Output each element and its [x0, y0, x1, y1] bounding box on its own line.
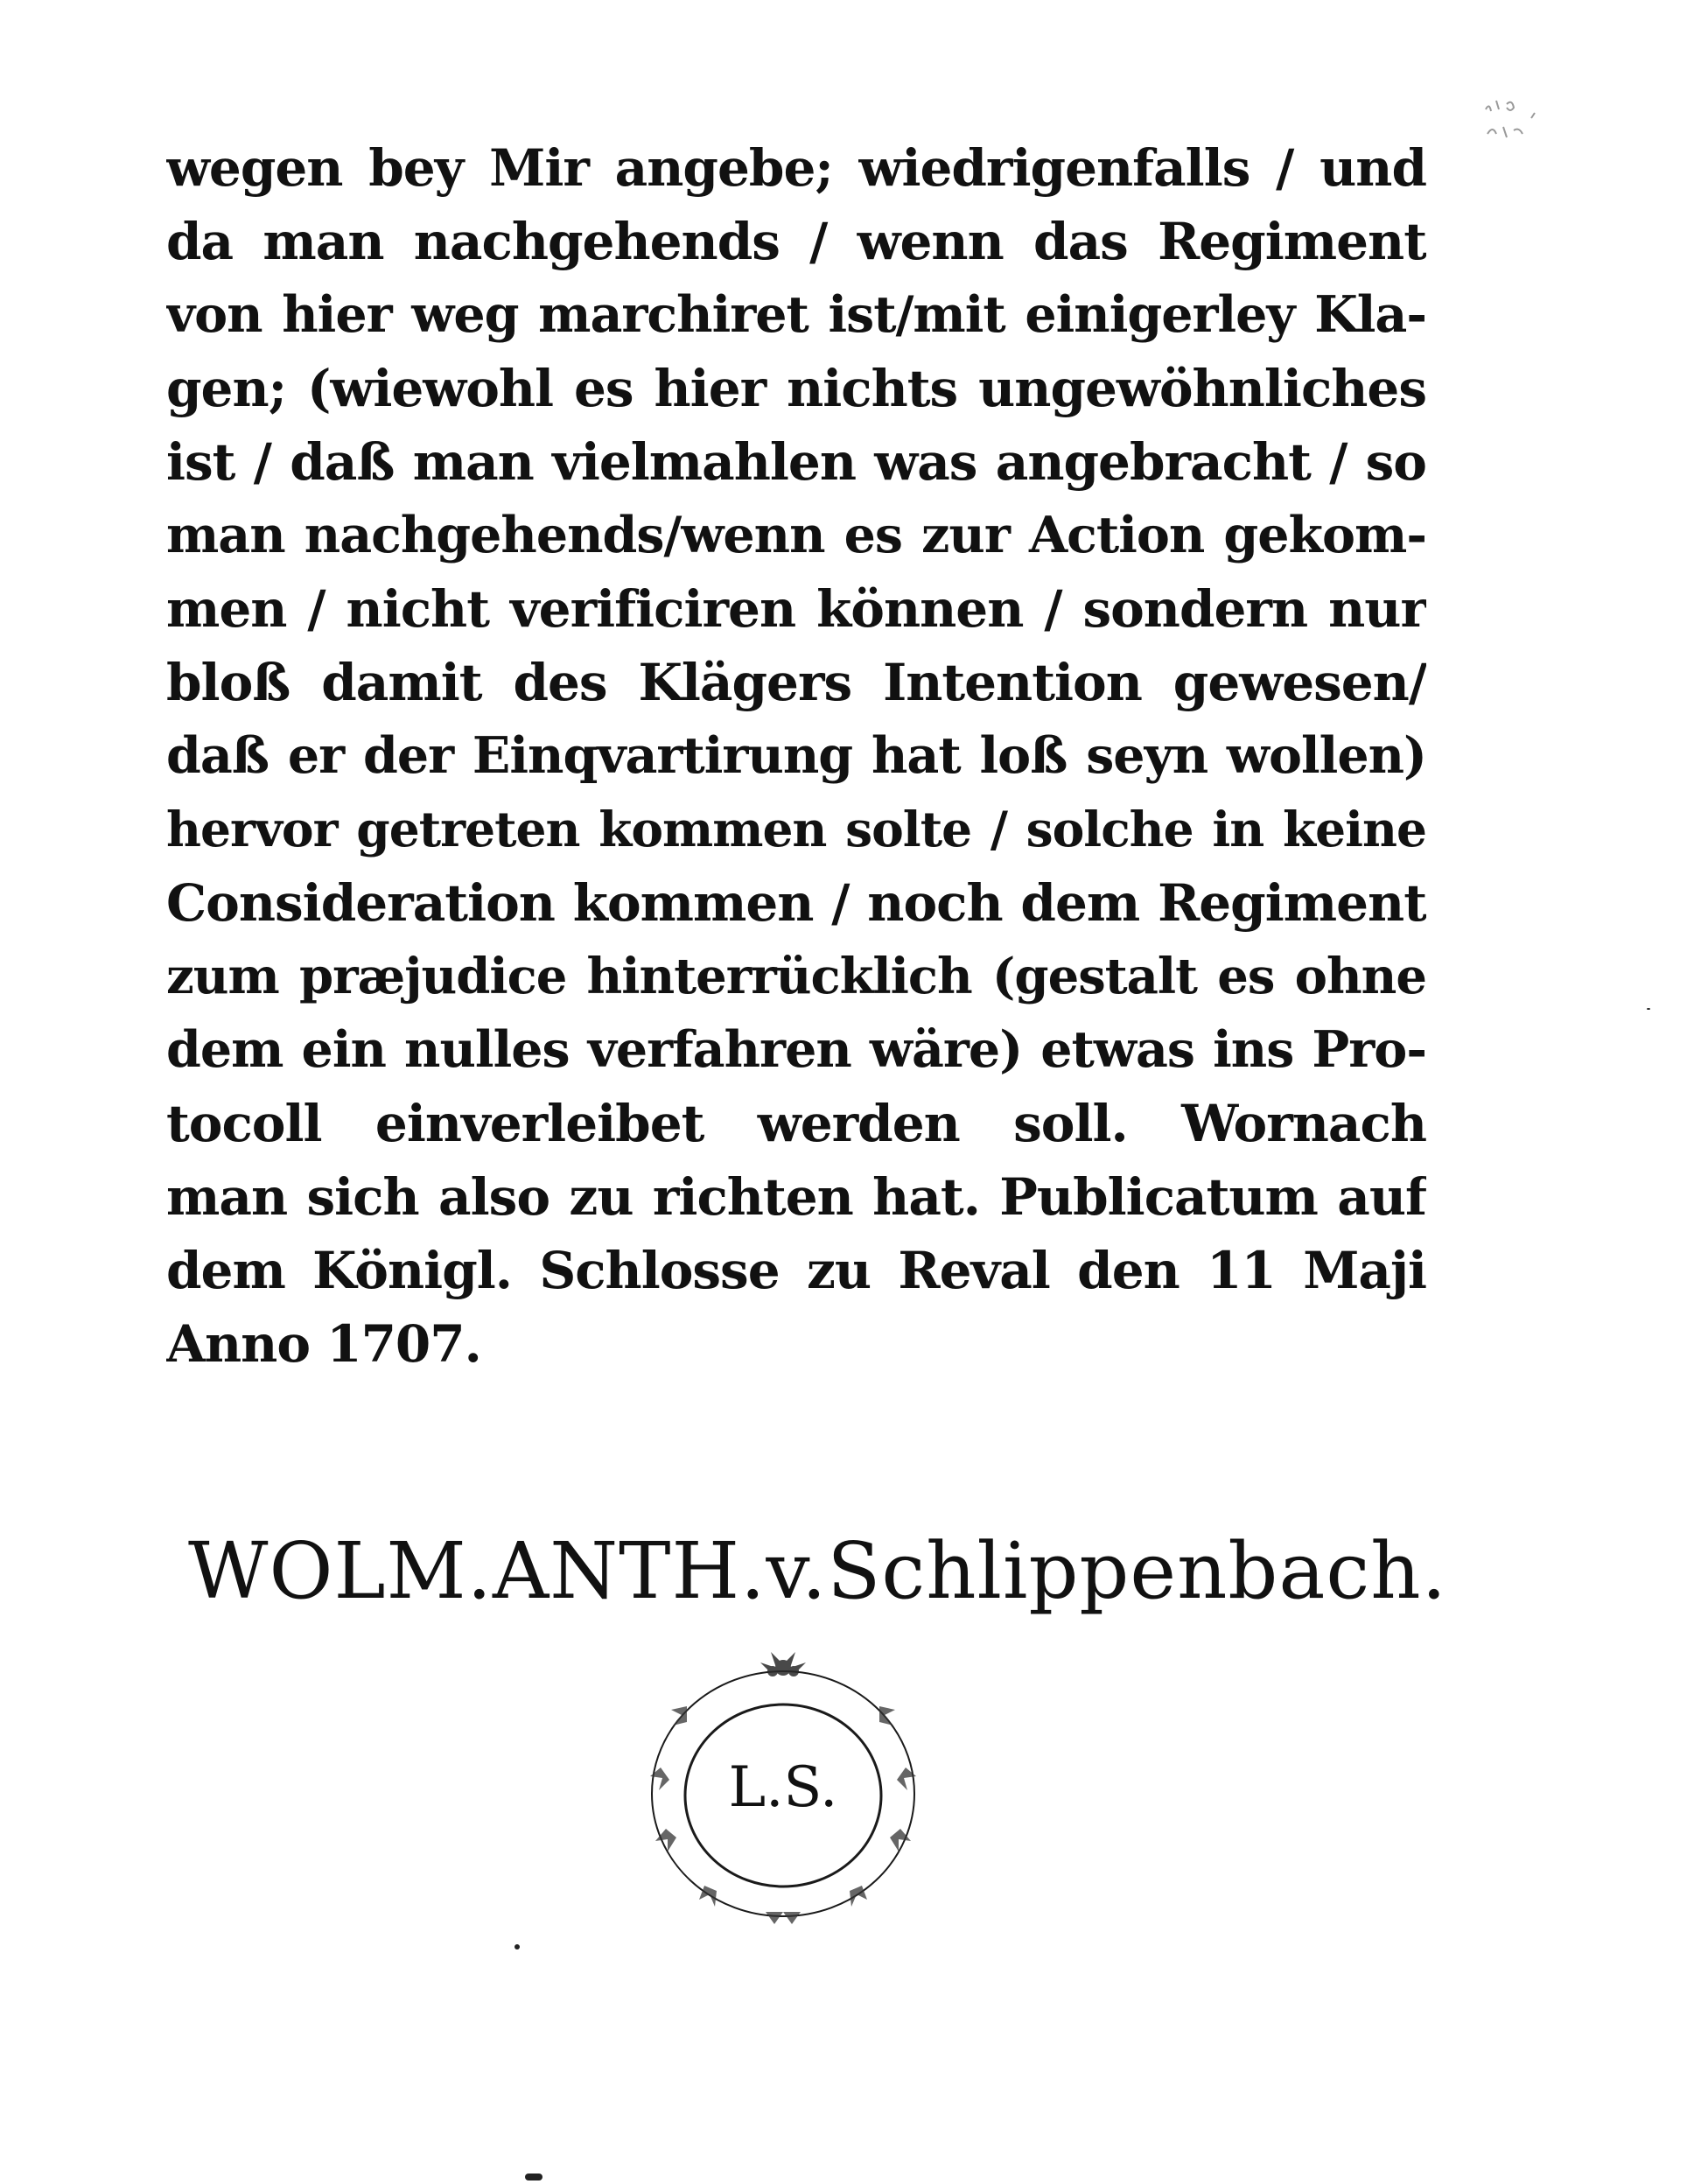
text-line: daß er der Einqvartirung hat loß seyn wollen) — [166, 726, 1426, 785]
text-line: gen; (wiewohl es hier nichts ungewöhnliches — [166, 359, 1426, 418]
ink-speck — [514, 1944, 520, 1950]
text-line: Consideration kommen / noch dem Regiment — [166, 873, 1426, 933]
text-line: tocoll einverleibet werden soll. Wornach — [166, 1094, 1426, 1153]
signature: WOLM.ANTH.v.Schlippenbach. — [188, 1525, 1447, 1616]
seal-label: L.S. — [728, 1755, 838, 1820]
text-line: Anno 1707. — [166, 1314, 481, 1374]
margin-scribble-icon — [1479, 92, 1558, 153]
text-line: wegen bey Mir angebe; wiedrigenfalls / und — [166, 138, 1426, 198]
text-line: von hier weg marchiret ist/mit einigerley Kla- — [166, 285, 1426, 344]
text-line: bloß damit des Klägers Intention gewesen/ — [166, 653, 1426, 712]
text-line: dem ein nulles verfahren wäre) etwas ins Pro- — [166, 1020, 1426, 1079]
proclamation-text — [166, 131, 1426, 1381]
text-line: zum præjudice hinterrücklich (gestalt es ohne — [166, 948, 1426, 1005]
ink-speck — [525, 2174, 542, 2180]
text-line: da man nachgehends / wenn das Regiment — [166, 212, 1426, 271]
text-line: ist / daß man vielmahlen was angebracht / so — [166, 432, 1426, 492]
text-line: dem Königl. Schlosse zu Reval den 11 Maji — [166, 1241, 1426, 1300]
text-line: men / nicht verificiren können / sondern nur — [166, 579, 1426, 639]
text-line: man sich also zu richten hat. Publicatum auf — [166, 1167, 1426, 1227]
ink-speck — [1647, 1008, 1650, 1010]
text-line: man nachgehends/wenn es zur Action gekom- — [166, 506, 1426, 564]
text-line: hervor getreten kommen solte / solche in keine — [166, 801, 1426, 858]
seal — [634, 1645, 932, 1934]
